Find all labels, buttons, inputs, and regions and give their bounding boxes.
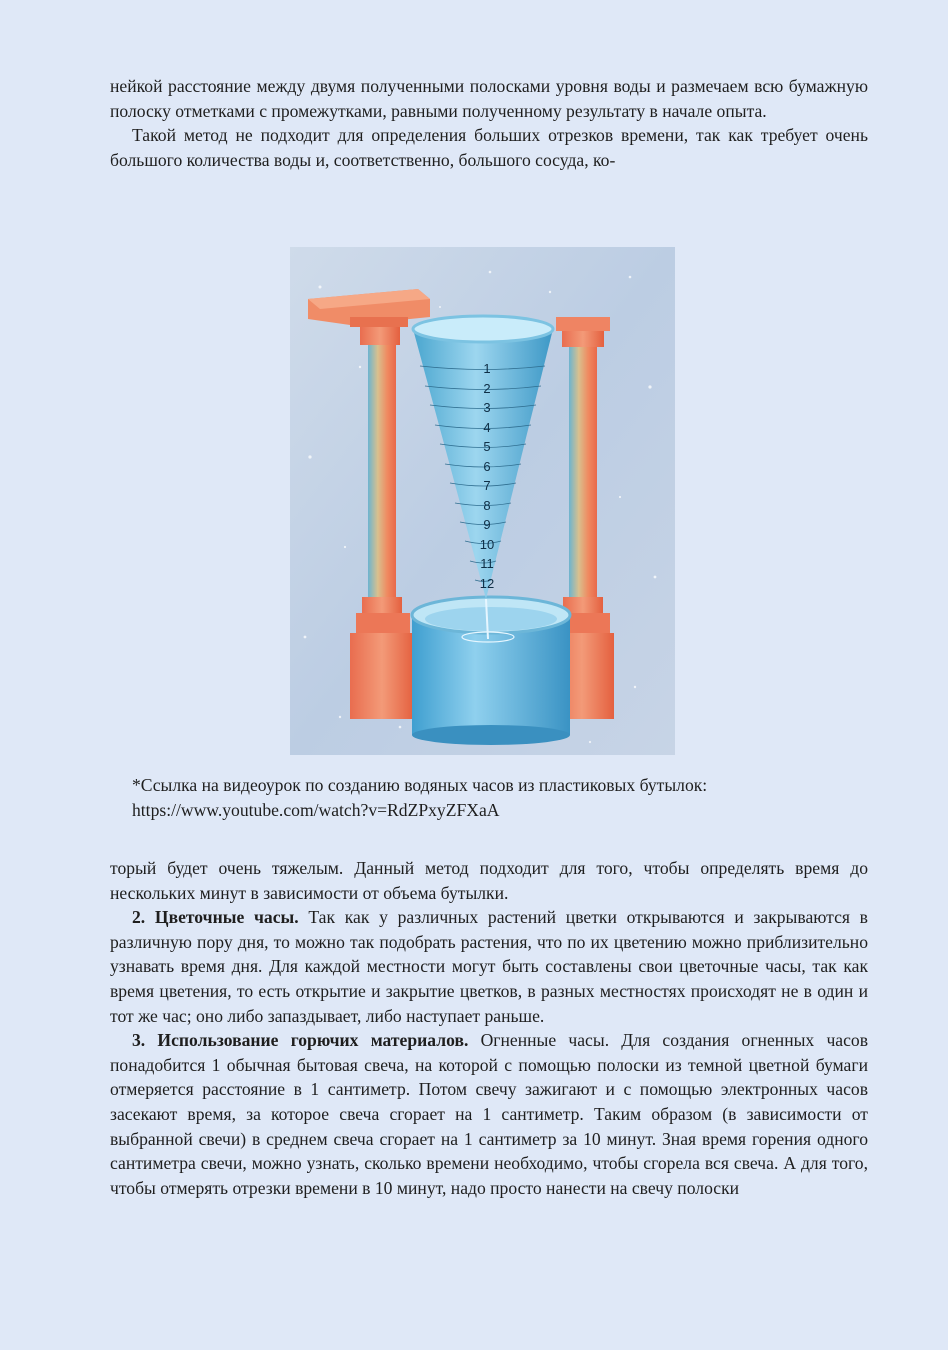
paragraph: нейкой расстояние между двумя полученными полосками уровня воды и размечаем всю бумажную полоску отметками с промежутками, равными полученному результату в начале опыта. bbox=[110, 76, 868, 121]
scale-label: 11 bbox=[480, 556, 494, 571]
scale-label: 4 bbox=[483, 420, 491, 435]
section-heading: 2. Цветочные часы. bbox=[132, 907, 299, 928]
scale-label: 1 bbox=[483, 361, 491, 376]
scale-label: 6 bbox=[483, 459, 491, 474]
paragraph-body: Так как у различных растений цветки открываются и закрываются в различную пору дня, то можно так подобрать растения, что по их цветению можно приблизительно узнавать время дня. Для каждой местности могут быть составлены свои цветочные часы, так как время цветения, то есть открытие и закрытие цветков, в разных местностях происходят не в один и тот же час; оно либо запаздывает, либо наступает раньше. bbox=[110, 907, 868, 1026]
paragraph-flower-clock bbox=[110, 905, 868, 1028]
scale-label: 12 bbox=[479, 576, 495, 591]
footnote-link[interactable]: https://www.youtube.com/watch?v=RdZPxyZFXaA bbox=[132, 799, 500, 820]
paragraph: Такой метод не подходит для определения больших отрезков времени, так как требует очень большого количества воды и, соответственно, большого сосуда, ко- bbox=[110, 125, 868, 170]
water-basin bbox=[412, 597, 570, 745]
scale-label: 9 bbox=[483, 517, 491, 532]
scale-label: 5 bbox=[483, 439, 491, 454]
footnote-text: *Ссылка на видеоурок по созданию водяных часов из пластиковых бутылок: bbox=[132, 775, 708, 795]
scale-label: 2 bbox=[483, 381, 491, 396]
scale-label: 10 bbox=[479, 537, 495, 552]
section-heading: 3. Использование горючих материалов. bbox=[132, 1030, 469, 1051]
scale-label: 7 bbox=[483, 478, 491, 493]
paragraph-fire-clock bbox=[110, 1028, 868, 1200]
bottom-text-block bbox=[110, 856, 868, 1200]
footnote bbox=[132, 773, 852, 822]
paragraph-body: Огненные часы. Для создания огненных часов понадобится 1 обычная бытовая свеча, на которой с помощью полоски из темной цветной бумаги отмеряется расстояние в 1 сантиметр. Потом свечу зажигают и с помощью электронных часов засекают время, за которое свеча сгорает на 1 сантиметр. Таким образом (в зависимости от выбранной свечи) в среднем свеча сгорает на 1 сантиметр за 10 минут. Зная время горения одного сантиметра свечи, можно узнать, сколько времени необходимо, чтобы сгорела вся свеча. А для того, чтобы отмерять отрезки времени в 10 минут, надо просто нанести на свечу полоски bbox=[110, 1030, 869, 1198]
paragraph: торый будет очень тяжелым. Данный метод подходит для того, чтобы определять время до нескольких минут в зависимости от объема бутылки. bbox=[110, 858, 868, 903]
top-text-block bbox=[110, 74, 868, 172]
scale-label: 8 bbox=[483, 498, 491, 513]
water-clock-illustration bbox=[290, 247, 675, 755]
scale-label: 3 bbox=[483, 400, 491, 415]
